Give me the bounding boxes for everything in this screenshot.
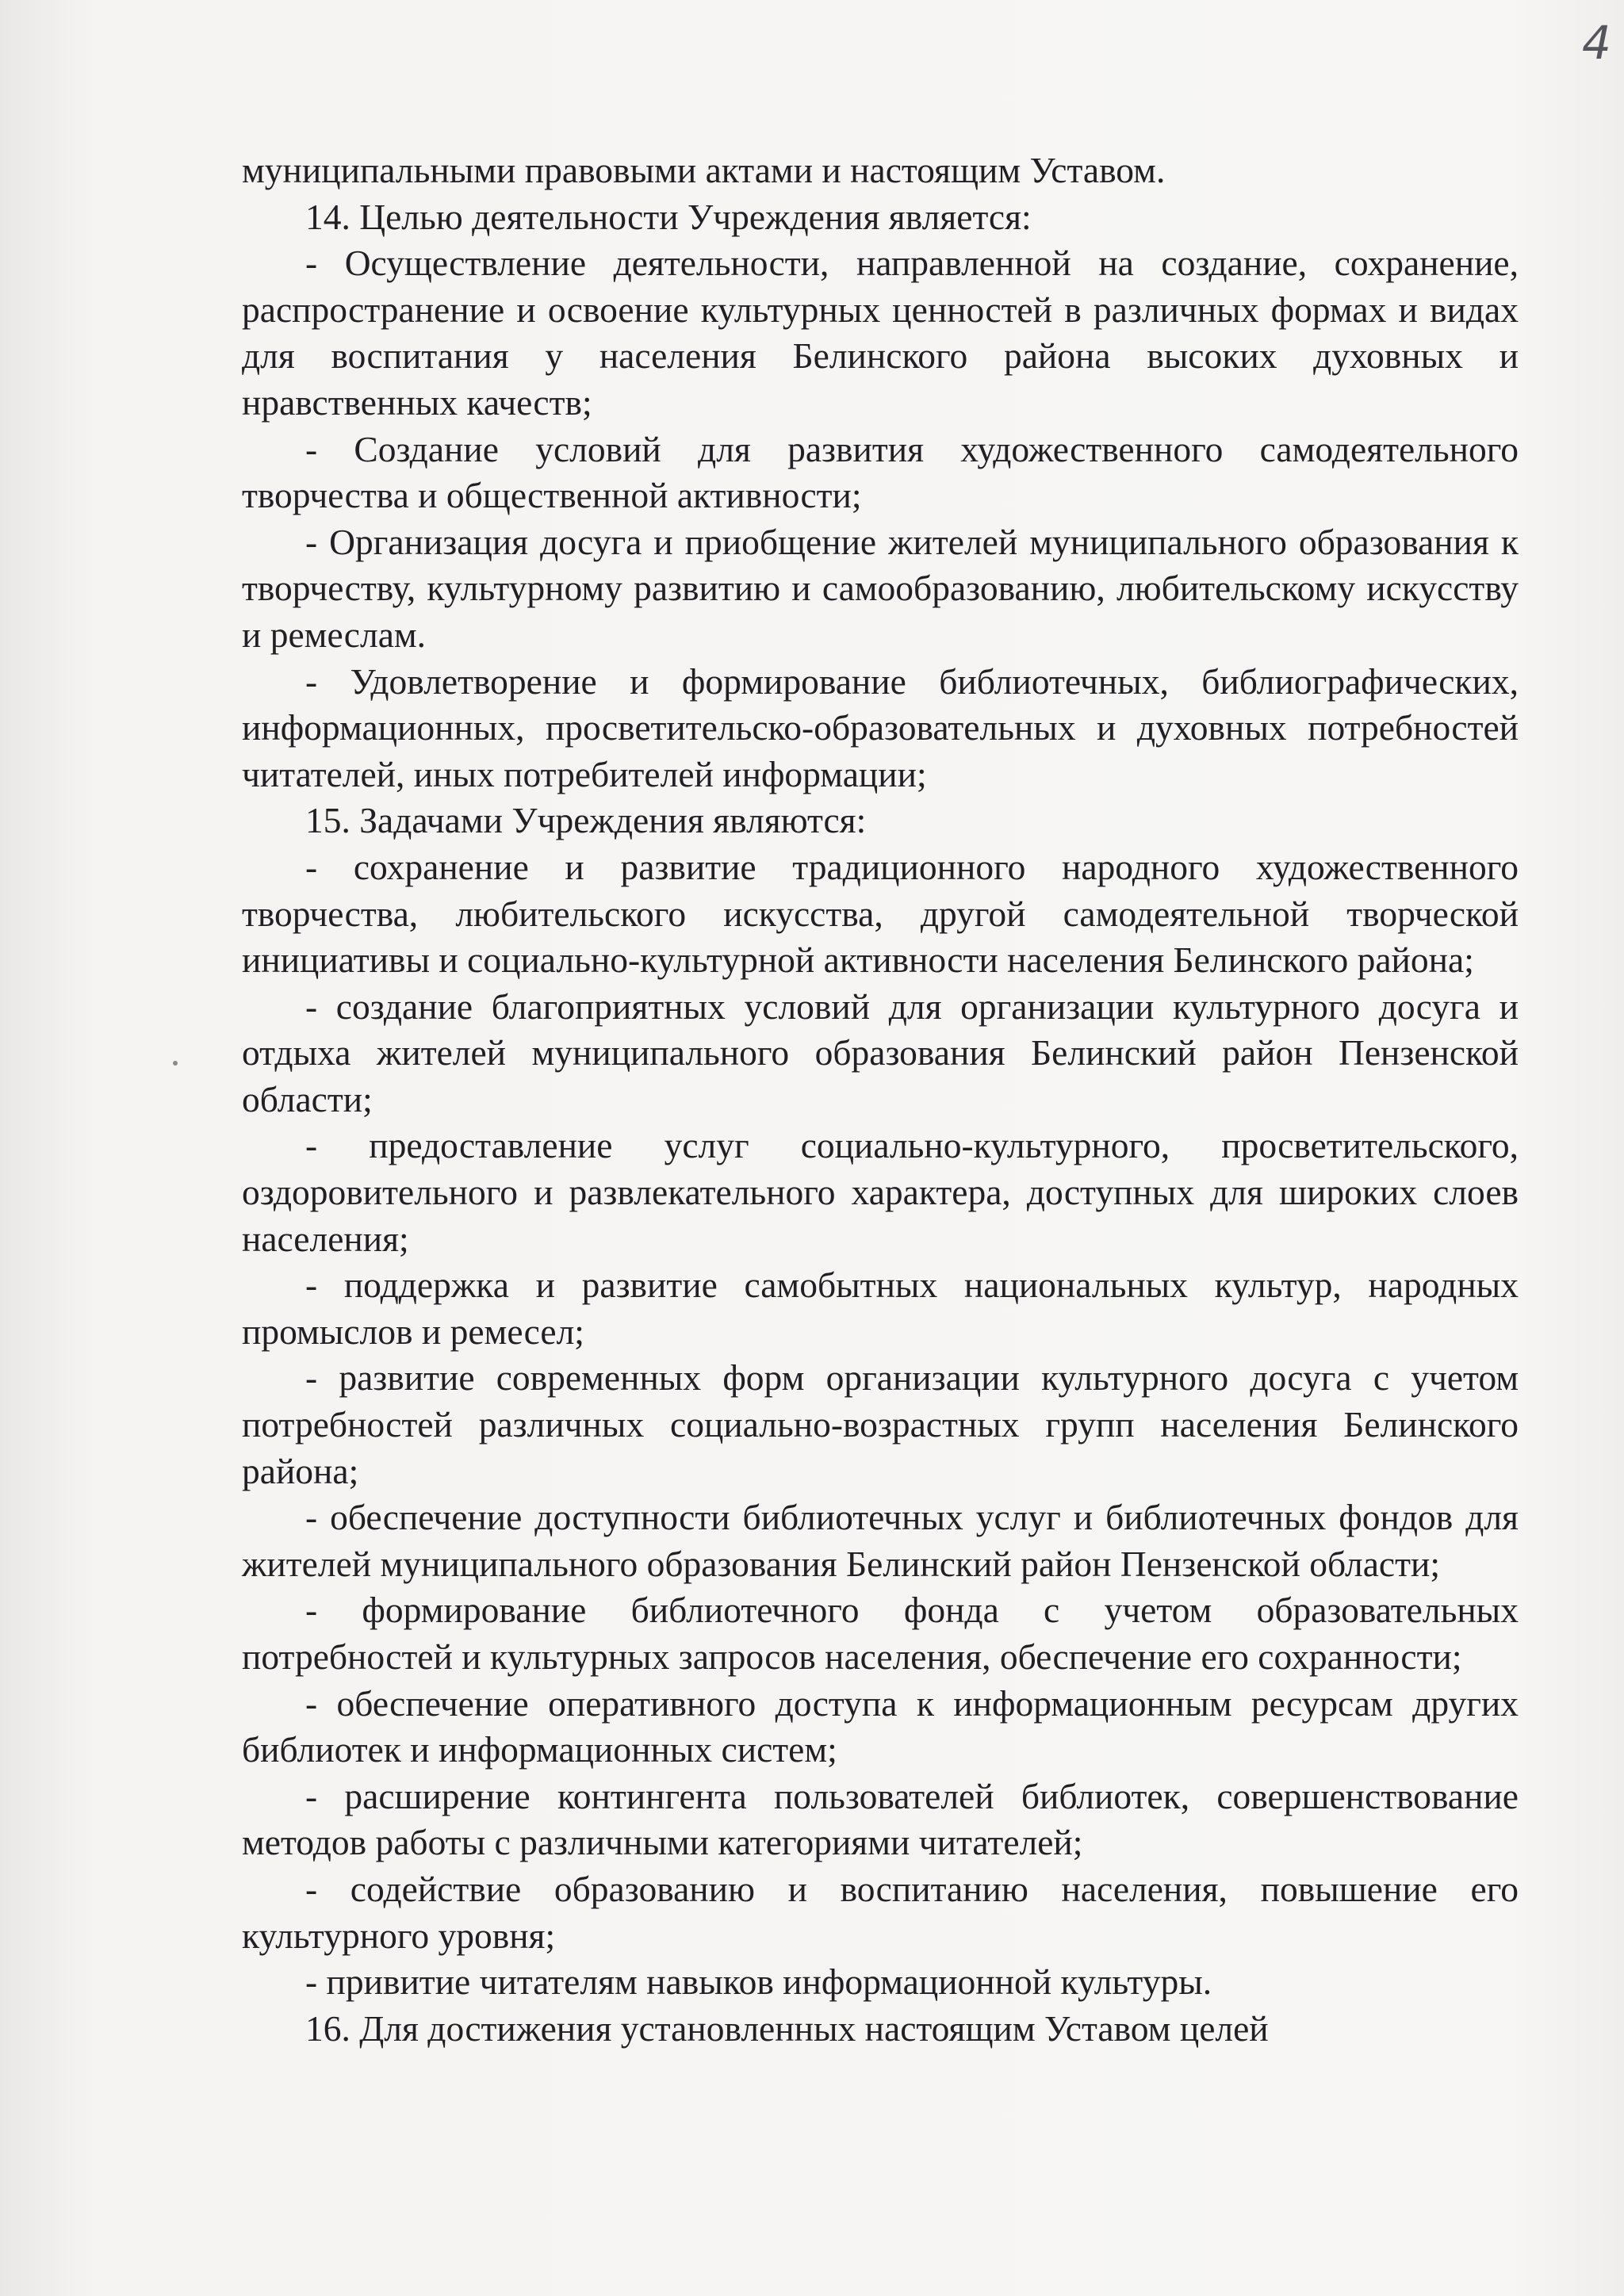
section-15-heading: 15. Задачами Учреждения являются: (305, 800, 867, 841)
paragraph: муниципальными правовыми актами и настоящим Уставом. (242, 150, 1166, 190)
list-item: - Удовлетворение и формирование библиотечных, библиографических, информационных, просветительско-образовательных и духовных потребностей читателей, иных потребителей информации; (242, 660, 1519, 794)
list-item: - формирование библиотечного фонда с учетом образовательных потребностей и культурных запросов населения, обеспечение его сохранности; (242, 1590, 1519, 1677)
list-item: - привитие читателям навыков информационной культуры. (305, 1961, 1212, 2003)
list-item: - Создание условий для развития художественного самодеятельного творчества и общественной активности; (242, 428, 1519, 516)
list-item: - обеспечение доступности библиотечных услуг и библиотечных фондов для жителей муниципального образования Белинский район Пензенской области; (242, 1497, 1519, 1584)
list-item: - развитие современных форм организации культурного досуга с учетом потребностей различных социально-возрастных групп населения Белинского района; (242, 1357, 1519, 1491)
list-item: - предоставление услуг социально-культурного, просветительского, оздоровительного и развлекательного характера, доступных для широких слоев населения; (242, 1125, 1519, 1259)
list-item: - расширение контингента пользователей библиотек, совершенствование методов работы с различными категориями читателей; (242, 1775, 1519, 1863)
list-item: - создание благоприятных условий для организации культурного досуга и отдыха жителей муниципального образования Белинский район Пензенской области; (242, 985, 1519, 1119)
list-item: - сохранение и развитие традиционного народного художественного творчества, любительского искусства, другой самодеятельной творческой инициативы и социально-культурной активности населения Белинского района; (242, 846, 1519, 981)
page-number: 4 (1582, 16, 1611, 70)
list-item: - поддержка и развитие самобытных национальных культур, народных промыслов и ремесел; (242, 1265, 1519, 1352)
section-16-start: 16. Для достижения установленных настоящим Уставом целей (305, 2007, 1269, 2049)
list-item: - Осуществление деятельности, направленной на создание, сохранение, распространение и освоение культурных ценностей в различных формах и видах для воспитания у населения Белинского района высоких духовных и нравственных качеств; (242, 243, 1519, 423)
list-item: - Организация досуга и приобщение жителей муниципального образования к творчеству, культурному развитию и самообразованию, любительскому искусству и ремеслам. (242, 521, 1519, 655)
list-item: - содействие образованию и воспитанию населения, повышение его культурного уровня; (242, 1868, 1519, 1956)
scan-speck (173, 1061, 178, 1066)
document-body (242, 147, 1519, 2052)
list-item: - обеспечение оперативного доступа к информационным ресурсам других библиотек и информационных систем; (242, 1682, 1519, 1770)
section-14-heading: 14. Целью деятельности Учреждения является: (305, 196, 1032, 237)
